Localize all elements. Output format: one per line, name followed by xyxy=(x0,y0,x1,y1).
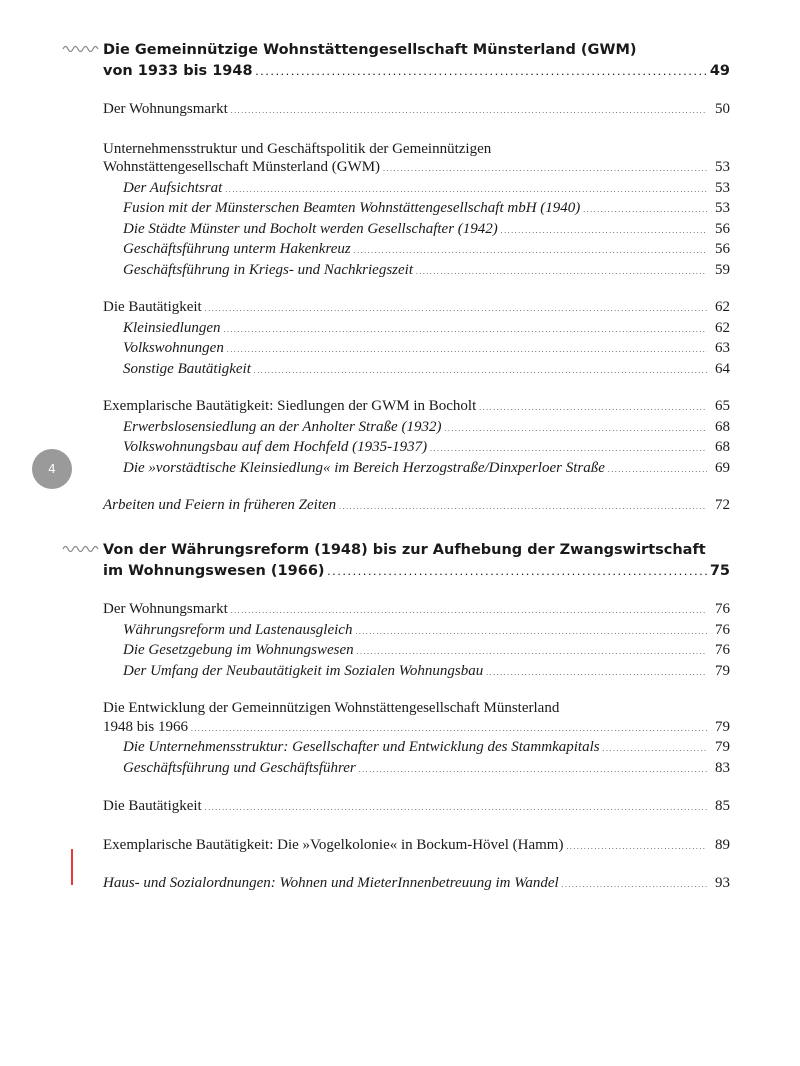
toc-subentry: Volkswohnungen . . . 63 xyxy=(103,339,730,360)
dot-leader xyxy=(562,874,707,895)
dot-leader xyxy=(328,561,707,584)
chapter-2-title-line2: im Wohnungswesen (1966) xyxy=(103,563,325,579)
toc-entry: 1948 bis 1966 . . . 79 xyxy=(103,718,730,739)
chapter-2-title xyxy=(103,540,730,561)
dot-leader xyxy=(227,339,707,360)
dot-leader xyxy=(205,298,707,319)
dot-leader xyxy=(354,240,707,261)
dot-leader xyxy=(444,418,707,439)
toc-entry-line1: Unternehmensstruktur und Geschäftspolitik der Gemeinnützigen xyxy=(103,140,492,157)
dot-leader xyxy=(355,621,707,642)
dot-leader xyxy=(256,61,707,84)
toc-subentry: Die Gesetzgebung im Wohnungswesen . . . 76 xyxy=(103,641,730,662)
chapter-2-page: 75 xyxy=(709,563,730,579)
toc-subentry: Erwerbslosensiedlung an der Anholter Straße (1932) . . . 68 xyxy=(103,418,730,439)
chapter-1-page: 49 xyxy=(709,63,730,79)
dot-leader xyxy=(430,438,707,459)
chapter-2-title-row xyxy=(103,561,730,584)
toc-subentry: Die Unternehmensstruktur: Gesellschafter und Entwicklung des Stammkapitals . . . 79 xyxy=(103,738,730,759)
dot-leader xyxy=(566,836,707,857)
dot-leader xyxy=(225,179,707,200)
chapter-2-title-line1: Von der Währungsreform (1948) bis zur Aufhebung der Zwangswirtschaft xyxy=(103,542,706,558)
toc-entry: Exemplarische Bautätigkeit: Die »Vogelkolonie« in Bockum-Hövel (Hamm) . . . 89 xyxy=(103,836,730,857)
dot-leader xyxy=(191,718,707,739)
dot-leader xyxy=(608,459,707,480)
toc-subentry: Währungsreform und Lastenausgleich . . . 76 xyxy=(103,621,730,642)
toc-entry: Exemplarische Bautätigkeit: Siedlungen der GWM in Bocholt . . . 65 xyxy=(103,397,730,418)
dot-leader xyxy=(416,261,707,282)
dot-leader xyxy=(231,600,707,621)
dot-leader xyxy=(231,100,707,121)
page-number-badge: 4 xyxy=(32,449,72,489)
toc-subentry: Geschäftsführung unterm Hakenkreuz . . . 56 xyxy=(103,240,730,261)
toc-subentry: Kleinsiedlungen . . . 62 xyxy=(103,319,730,340)
wave-ornament-icon xyxy=(62,43,100,53)
dot-leader xyxy=(339,496,707,517)
dot-leader xyxy=(359,759,707,780)
toc-subentry: Der Umfang der Neubautätigkeit im Sozialen Wohnungsbau . . . 79 xyxy=(103,662,730,683)
toc-entry: Arbeiten und Feiern in früheren Zeiten . . . 72 xyxy=(103,496,730,517)
toc-entry: Wohnstättengesellschaft Münsterland (GWM) . . . 53 xyxy=(103,158,730,179)
wave-ornament-icon xyxy=(62,543,100,553)
dot-leader xyxy=(224,319,708,340)
toc-subentry: Geschäftsführung in Kriegs- und Nachkriegszeit . . . 59 xyxy=(103,261,730,282)
dot-leader xyxy=(501,220,707,241)
dot-leader xyxy=(583,199,707,220)
toc-entry: Der Wohnungsmarkt . . . 50 xyxy=(103,100,730,121)
dot-leader xyxy=(479,397,707,418)
chapter-1-title-row xyxy=(103,61,730,84)
chapter-1-title-line2: von 1933 bis 1948 xyxy=(103,63,253,79)
dot-leader xyxy=(486,662,707,683)
chapter-1-title-line1: Die Gemeinnützige Wohnstättengesellschaft Münsterland (GWM) xyxy=(103,42,637,58)
toc-entry: Die Bautätigkeit . . . 62 xyxy=(103,298,730,319)
dot-leader xyxy=(603,738,707,759)
toc-entry-line1: Die Entwicklung der Gemeinnützigen Wohnstättengesellschaft Münsterland xyxy=(103,700,560,716)
chapter-1-title xyxy=(103,40,730,61)
toc-subentry: Der Aufsichtsrat . . . 53 xyxy=(103,179,730,200)
chapter-2 xyxy=(103,540,730,895)
toc-entry: Haus- und Sozialordnungen: Wohnen und MieterInnenbetreuung im Wandel . . . 93 xyxy=(103,874,730,895)
toc-entry: Die Bautätigkeit . . . 85 xyxy=(103,797,730,818)
chapter-1 xyxy=(103,40,730,517)
toc-subentry: Geschäftsführung und Geschäftsführer . . . 83 xyxy=(103,759,730,780)
dot-leader xyxy=(254,360,707,381)
dot-leader xyxy=(357,641,707,662)
toc-subentry: Volkswohnungsbau auf dem Hochfeld (1935-1937) . . . 68 xyxy=(103,438,730,459)
dot-leader xyxy=(205,797,707,818)
toc-subentry: Fusion mit der Münsterschen Beamten Wohnstättengesellschaft mbH (1940) . . . 53 xyxy=(103,199,730,220)
toc-subentry: Die »vorstädtische Kleinsiedlung« im Bereich Herzogstraße/Dinxperloer Straße . . . 69 xyxy=(103,459,730,480)
toc-subentry: Sonstige Bautätigkeit . . . 64 xyxy=(103,360,730,381)
toc-subentry: Die Städte Münster und Bocholt werden Gesellschafter (1942) . . . 56 xyxy=(103,220,730,241)
dot-leader xyxy=(383,158,707,179)
toc-entry: Der Wohnungsmarkt . . . 76 xyxy=(103,600,730,621)
red-margin-mark xyxy=(71,849,73,885)
